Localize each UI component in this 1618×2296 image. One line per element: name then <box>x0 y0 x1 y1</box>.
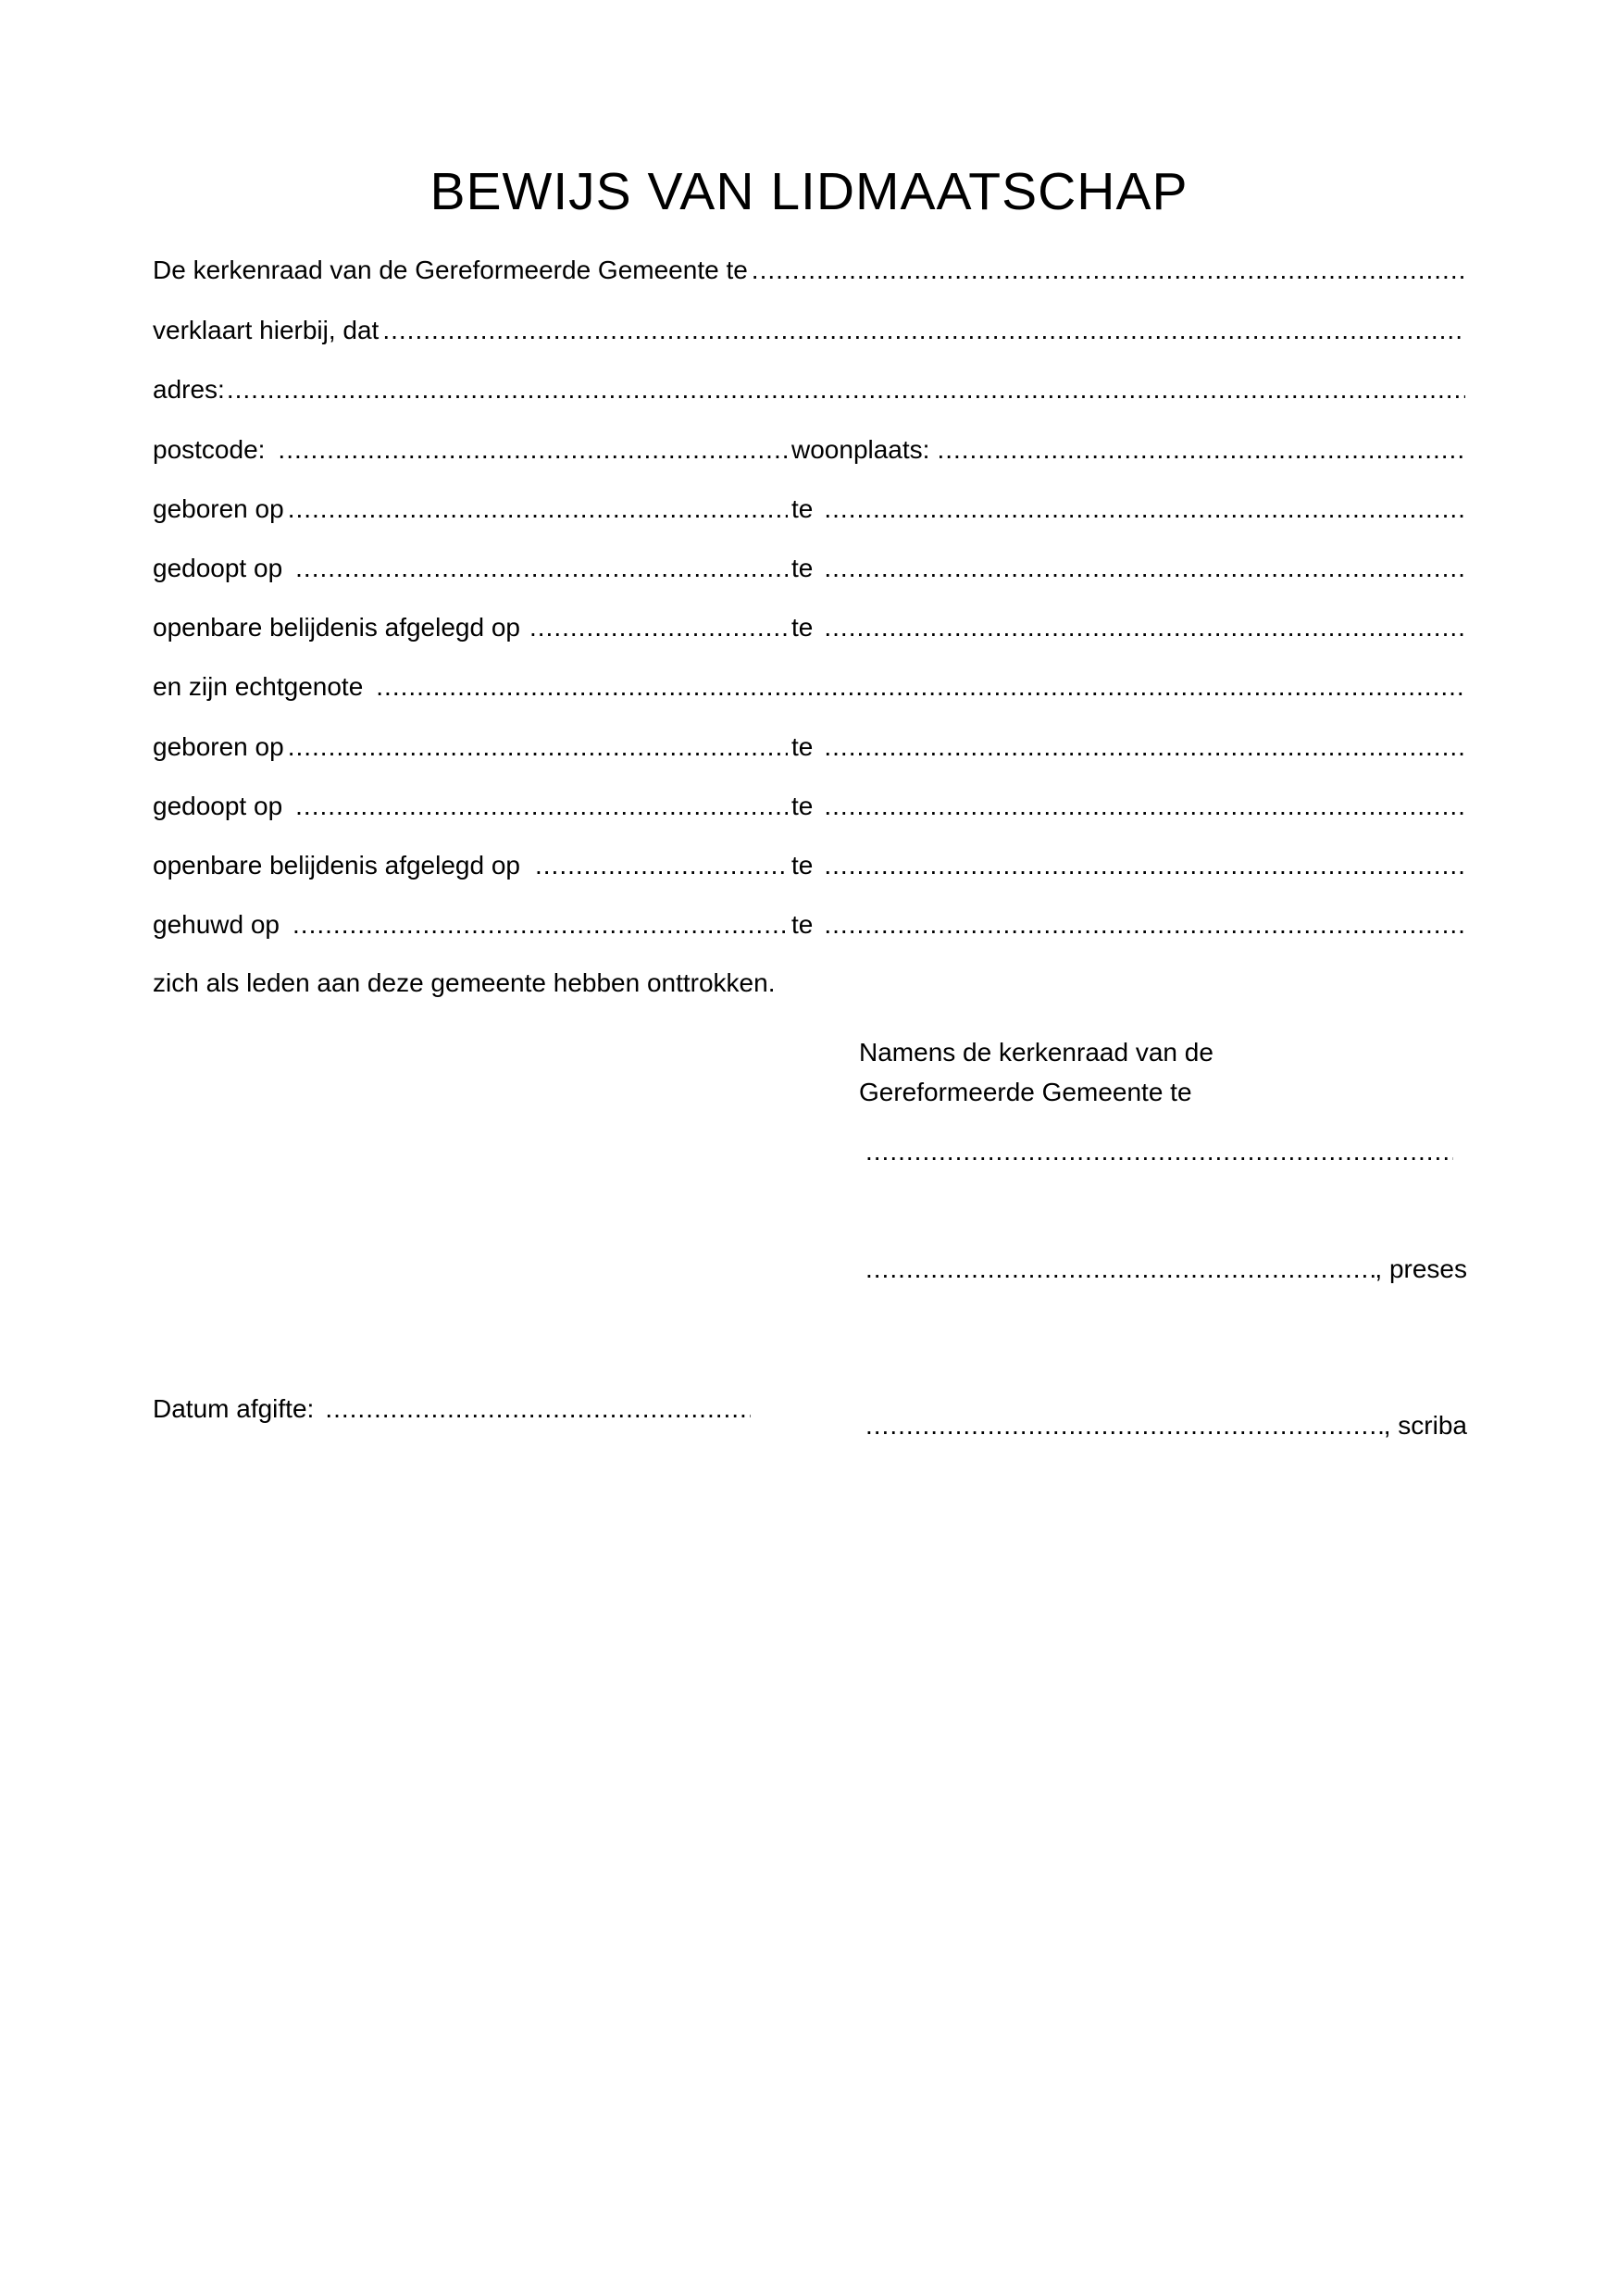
row-echtgenote <box>153 668 1469 705</box>
row-gemeente-plaats <box>865 1133 1453 1170</box>
label-gedoopt-op: gedoopt op <box>153 792 283 820</box>
row-te-4 <box>791 729 1469 766</box>
row-preses <box>865 1251 1467 1288</box>
row-geboren-op-1 <box>153 491 791 528</box>
document-title: BEWIJS VAN LIDMAATSCHAP <box>429 162 1189 221</box>
fill-line-doopplaats-echtgenote[interactable] <box>824 788 1465 825</box>
label-geboren-op: geboren op <box>153 732 284 761</box>
fill-line-huwelijksplaats[interactable] <box>824 906 1465 943</box>
fill-line-preses[interactable] <box>865 1251 1375 1288</box>
label-gedoopt-op: gedoopt op <box>153 554 283 582</box>
label-te: te <box>791 554 814 582</box>
fill-line-gemeente[interactable] <box>752 252 1465 289</box>
row-belijdenis-2 <box>153 847 791 884</box>
fill-line-datum-afgifte[interactable] <box>325 1391 751 1428</box>
row-te-1 <box>791 491 1469 528</box>
label-te: te <box>791 910 814 939</box>
row-gehuwd-op <box>153 906 791 943</box>
label-adres: adres: <box>153 375 225 404</box>
row-te-2 <box>791 550 1469 587</box>
row-belijdenis-1 <box>153 609 791 646</box>
fill-line-postcode[interactable] <box>278 431 788 468</box>
fill-line-echtgenote[interactable] <box>376 668 1465 705</box>
fill-line-geboorteplaats[interactable] <box>824 491 1465 528</box>
row-te-7 <box>791 906 1469 943</box>
label-gehuwd-op: gehuwd op <box>153 910 280 939</box>
label-datum-afgifte: Datum afgifte: <box>153 1394 315 1423</box>
fill-line-doopdatum[interactable] <box>295 550 788 587</box>
label-te: te <box>791 851 814 880</box>
row-adres <box>153 371 1469 408</box>
fill-line-woonplaats[interactable] <box>937 431 1465 468</box>
fill-line-belijdenisplaats[interactable] <box>824 609 1465 646</box>
fill-line-geboorteplaats-echtgenote[interactable] <box>824 729 1465 766</box>
fill-line-gemeente-plaats[interactable] <box>865 1133 1453 1170</box>
label-geboren-op: geboren op <box>153 494 284 523</box>
row-postcode <box>153 431 791 468</box>
label-te: te <box>791 494 814 523</box>
label-te: te <box>791 792 814 820</box>
label-belijdenis: openbare belijdenis afgelegd op <box>153 851 520 880</box>
fill-line-geboortedatum-echtgenote[interactable] <box>288 729 788 766</box>
row-gedoopt-op-1 <box>153 550 791 587</box>
label-verklaart: verklaart hierbij, dat <box>153 316 380 344</box>
fill-line-scriba[interactable] <box>865 1407 1384 1444</box>
fill-line-belijdenisdatum-echtgenote[interactable] <box>535 847 788 884</box>
row-datum-afgifte <box>153 1391 754 1428</box>
fill-line-huwelijksdatum[interactable] <box>292 906 788 943</box>
row-geboren-op-2 <box>153 729 791 766</box>
label-belijdenis: openbare belijdenis afgelegd op <box>153 613 520 642</box>
label-postcode: postcode: <box>153 435 266 464</box>
signature-intro-line1: Namens de kerkenraad van de <box>859 1038 1214 1067</box>
row-te-3 <box>791 609 1469 646</box>
row-kerkenraad <box>153 252 1469 289</box>
fill-line-adres[interactable] <box>227 371 1465 408</box>
label-te: te <box>791 613 814 642</box>
row-scriba <box>865 1407 1467 1444</box>
row-gedoopt-op-2 <box>153 788 791 825</box>
label-woonplaats: woonplaats: <box>791 435 930 464</box>
fill-line-belijdenisplaats-echtgenote[interactable] <box>824 847 1465 884</box>
row-te-5 <box>791 788 1469 825</box>
fill-line-doopplaats[interactable] <box>824 550 1465 587</box>
label-te: te <box>791 732 814 761</box>
closing-statement: zich als leden aan deze gemeente hebben onttrokken. <box>153 968 776 997</box>
fill-line-doopdatum-echtgenote[interactable] <box>295 788 788 825</box>
label-preses: , preses <box>1375 1254 1467 1283</box>
label-scriba: , scriba <box>1383 1411 1467 1440</box>
label-echtgenote: en zijn echtgenote <box>153 672 364 701</box>
fill-line-belijdenisdatum[interactable] <box>529 609 788 646</box>
fill-line-naam[interactable] <box>382 312 1465 349</box>
row-woonplaats <box>791 431 1469 468</box>
fill-line-geboortedatum[interactable] <box>288 491 788 528</box>
row-verklaart <box>153 312 1469 349</box>
row-te-6 <box>791 847 1469 884</box>
signature-intro-line2: Gereformeerde Gemeente te <box>859 1078 1192 1106</box>
label-kerkenraad: De kerkenraad van de Gereformeerde Gemeente te <box>153 256 748 284</box>
